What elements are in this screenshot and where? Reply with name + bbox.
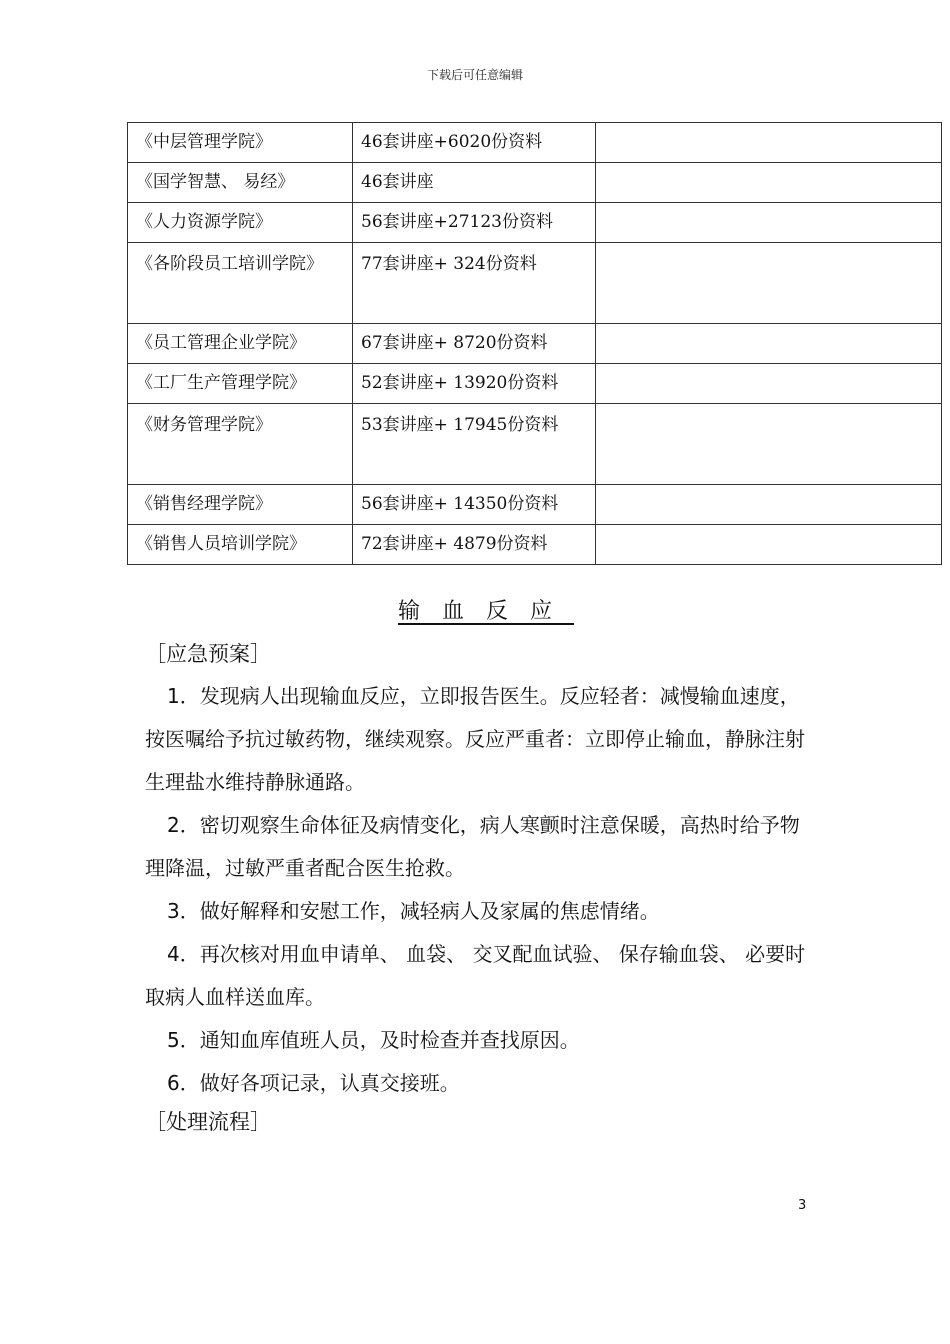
- table-row: [128, 485, 942, 525]
- table-row: [128, 525, 942, 565]
- course-note-cell: [596, 123, 942, 163]
- course-name-cell: 《各阶段员工培训学院》: [128, 243, 353, 324]
- course-note-cell: [596, 324, 942, 364]
- course-content-cell: 46套讲座: [353, 163, 596, 203]
- course-name-cell: 《工厂生产管理学院》: [128, 364, 353, 404]
- course-content-cell: 53套讲座+ 17945份资料: [353, 404, 596, 485]
- table-row: [128, 123, 942, 163]
- plan-step: 5．通知血库值班人员，及时检查并查找原因。: [167, 1028, 580, 1052]
- header-note: 下载后可任意编辑: [426, 68, 523, 82]
- section-title-text: 输血反应: [397, 599, 574, 624]
- course-note-cell: [596, 364, 942, 404]
- course-content-cell: 46套讲座+6020份资料: [353, 123, 596, 163]
- course-content-cell: 56套讲座+ 14350份资料: [353, 485, 596, 525]
- course-name-cell: 《国学智慧、 易经》: [128, 163, 353, 203]
- plan-step: 3．做好解释和安慰工作，减轻病人及家属的焦虑情绪。: [167, 899, 660, 923]
- table-row: [128, 364, 942, 404]
- course-content-cell: 77套讲座+ 324份资料: [353, 243, 596, 324]
- emergency-plan-body: [145, 675, 810, 1105]
- course-name-cell: 《销售经理学院》: [128, 485, 353, 525]
- plan-step: 6．做好各项记录，认真交接班。: [167, 1071, 460, 1095]
- table-row: [128, 324, 942, 364]
- table-row: [128, 404, 942, 485]
- course-note-cell: [596, 404, 942, 485]
- process-heading: ［处理流程］: [145, 1110, 271, 1134]
- course-note-cell: [596, 163, 942, 203]
- table-row: [128, 163, 942, 203]
- catalog-table: [127, 122, 942, 565]
- page-number: 3: [798, 1198, 807, 1213]
- course-note-cell: [596, 203, 942, 243]
- course-name-cell: 《销售人员培训学院》: [128, 525, 353, 565]
- course-content-cell: 67套讲座+ 8720份资料: [353, 324, 596, 364]
- course-name-cell: 《财务管理学院》: [128, 404, 353, 485]
- course-name-cell: 《人力资源学院》: [128, 203, 353, 243]
- course-name-cell: 《员工管理企业学院》: [128, 324, 353, 364]
- course-content-cell: 52套讲座+ 13920份资料: [353, 364, 596, 404]
- course-note-cell: [596, 485, 942, 525]
- section-title: [0, 594, 950, 625]
- plan-step: 2．密切观察生命体征及病情变化，病人寒颤时注意保暖，高热时给予物理降温，过敏严重者配合医生抢救。: [145, 813, 800, 880]
- table-row: [128, 243, 942, 324]
- course-name-cell: 《中层管理学院》: [128, 123, 353, 163]
- emergency-heading: ［应急预案］: [145, 642, 271, 666]
- plan-step: 4．再次核对用血申请单、 血袋、 交叉配血试验、 保存输血袋、 必要时取病人血样送血库。: [145, 942, 806, 1009]
- course-note-cell: [596, 243, 942, 324]
- course-content-cell: 56套讲座+27123份资料: [353, 203, 596, 243]
- course-content-cell: 72套讲座+ 4879份资料: [353, 525, 596, 565]
- course-note-cell: [596, 525, 942, 565]
- plan-step: 1．发现病人出现输血反应，立即报告医生。反应轻者：减慢输血速度，按医嘱给予抗过敏药物，继续观察。反应严重者：立即停止输血，静脉注射生理盐水维持静脉通路。: [145, 684, 805, 794]
- table-row: [128, 203, 942, 243]
